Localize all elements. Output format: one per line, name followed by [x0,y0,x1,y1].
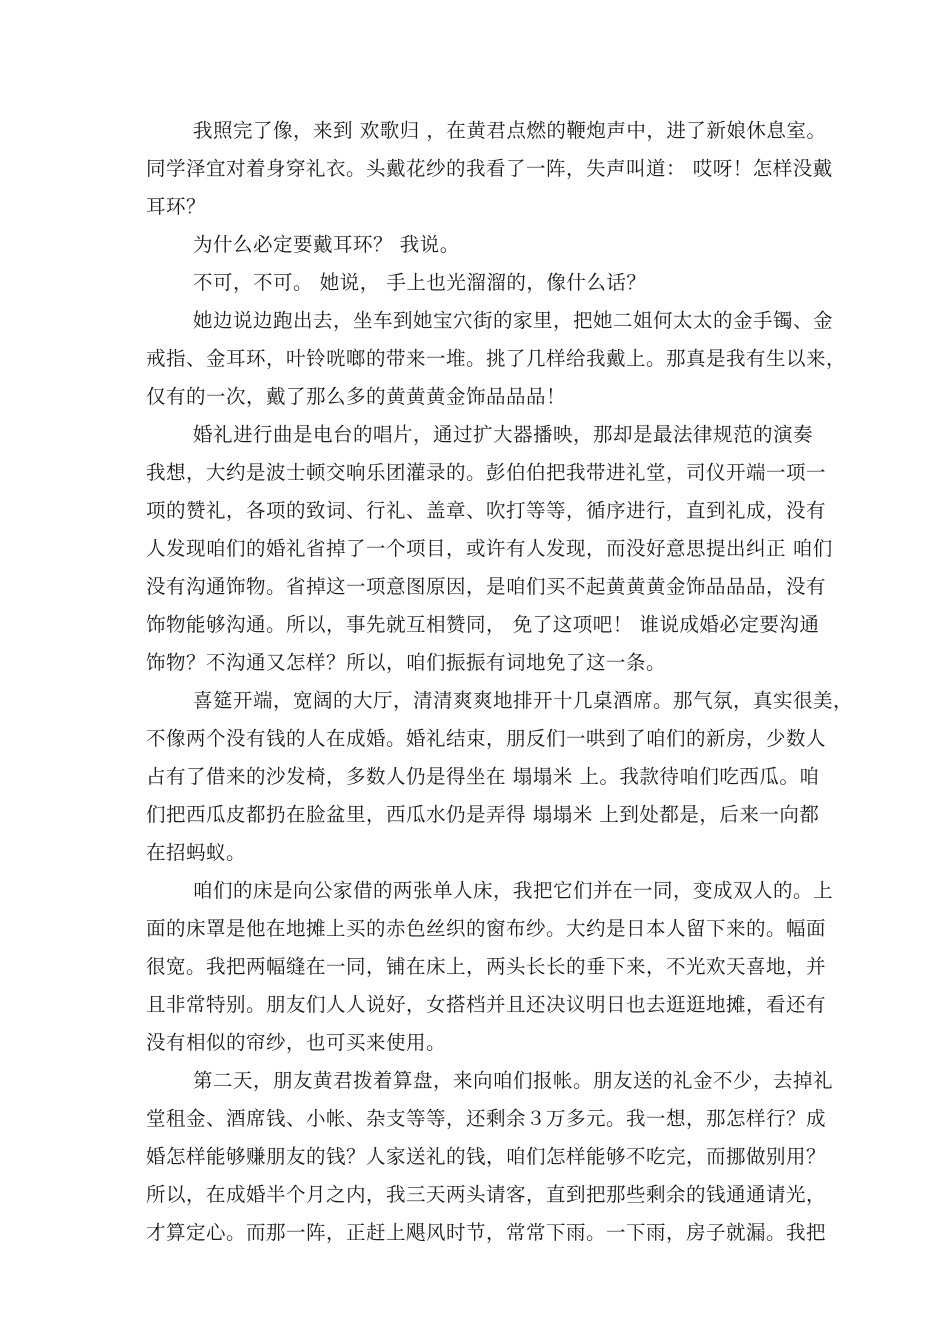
text-line: 面的床罩是他在地摊上买的赤色丝织的窗布纱。大约是日本人留下来的。幅面 [146,917,827,940]
text-line: 婚礼进行曲是电台的唱片，通过扩大器播映，那却是最法律规范的演奏 [193,423,814,446]
text-line: 且非常特别。朋友们人人说好，女搭档并且还决议明日也去逛逛地摊，看还有 [146,993,827,1016]
text-line: 人发现咱们的婚礼省掉了一个项目，或许有人发现，而没好意思提出纠正 咱们 [146,537,833,560]
text-line: 婚怎样能够赚朋友的钱？人家送礼的钱，咱们怎样能够不吃完，而挪做别用？ [146,1145,827,1168]
text-line: 堂租金、酒席钱、小帐、杂支等等，还剩余３万多元。我一想，那怎样行？成 [146,1107,827,1130]
text-line: 项的赞礼，各项的致词、行礼、盖章、吹打等等，循序进行，直到礼成，没有 [146,499,827,522]
text-line: 咱们的床是向公家借的两张单人床，我把它们并在一同，变成双人的。上 [193,879,834,902]
text-line: 很宽。我把两幅缝在一同，铺在床上，两头长长的垂下来，不光欢天喜地，并 [146,955,827,978]
text-line: 喜筵开端，宽阔的大厅，清清爽爽地排开十几桌酒席。那气氛，真实很美， [193,689,854,712]
text-line: 为什么必定要戴耳环？ 我说。 [193,233,460,256]
text-line: 戒指、金耳环，叶铃咣啷的带来一堆。挑了几样给我戴上。那真是我有生以来， [146,347,847,370]
text-line: 饰物？不沟通又怎样？所以，咱们振振有词地免了这一条。 [146,651,667,674]
text-line: 仅有的一次，戴了那么多的黄黄黄金饰品品品！ [146,385,567,408]
text-line: 第二天，朋友黄君拨着算盘，来向咱们报帐。朋友送的礼金不少，去掉礼 [193,1069,834,1092]
text-line: 在招蚂蚁。 [146,841,247,864]
text-line: 同学泽宜对着身穿礼衣。头戴花纱的我看了一阵，失声叫道： 哎呀！怎样没戴 [146,157,833,180]
text-line: 占有了借来的沙发椅，多数人仍是得坐在 塌塌米 上。我款待咱们吃西瓜。咱 [146,765,820,788]
text-line: 耳环？ [146,195,207,218]
text-line: 不像两个没有钱的人在成婚。婚礼结束，朋反们一哄到了咱们的新房，少数人 [146,727,827,750]
text-line: 饰物能够沟通。所以，事先就互相赞同， 免了这项吧！ 谁说成婚必定要沟通 [146,613,820,636]
text-line: 没有沟通饰物。省掉这一项意图原因，是咱们买不起黄黄黄金饰品品品，没有 [146,575,827,598]
text-line: 我想，大约是波士顿交响乐团灌录的。彭伯伯把我带进礼堂，司仪开端一项一 [146,461,827,484]
text-line: 们把西瓜皮都扔在脸盆里，西瓜水仍是弄得 塌塌米 上到处都是，后来一向都 [146,803,820,826]
text-line: 不可，不可。 她说， 手上也光溜溜的，像什么话？ [193,271,647,294]
text-line: 我照完了像，来到 欢歌归 ，在黄君点燃的鞭炮声中，进了新娘休息室。 [193,119,827,142]
text-line: 才算定心。而那一阵，正赶上飓风时节，常常下雨。一下雨，房子就漏。我把 [146,1221,827,1244]
text-line: 她边说边跑出去，坐车到她宝穴街的家里，把她二姐何太太的金手镯、金 [193,309,834,332]
text-line: 所以，在成婚半个月之内，我三天两头请客，直到把那些剩余的钱通通请光， [146,1183,827,1206]
text-line: 没有相似的帘纱，也可买来使用。 [146,1031,447,1054]
